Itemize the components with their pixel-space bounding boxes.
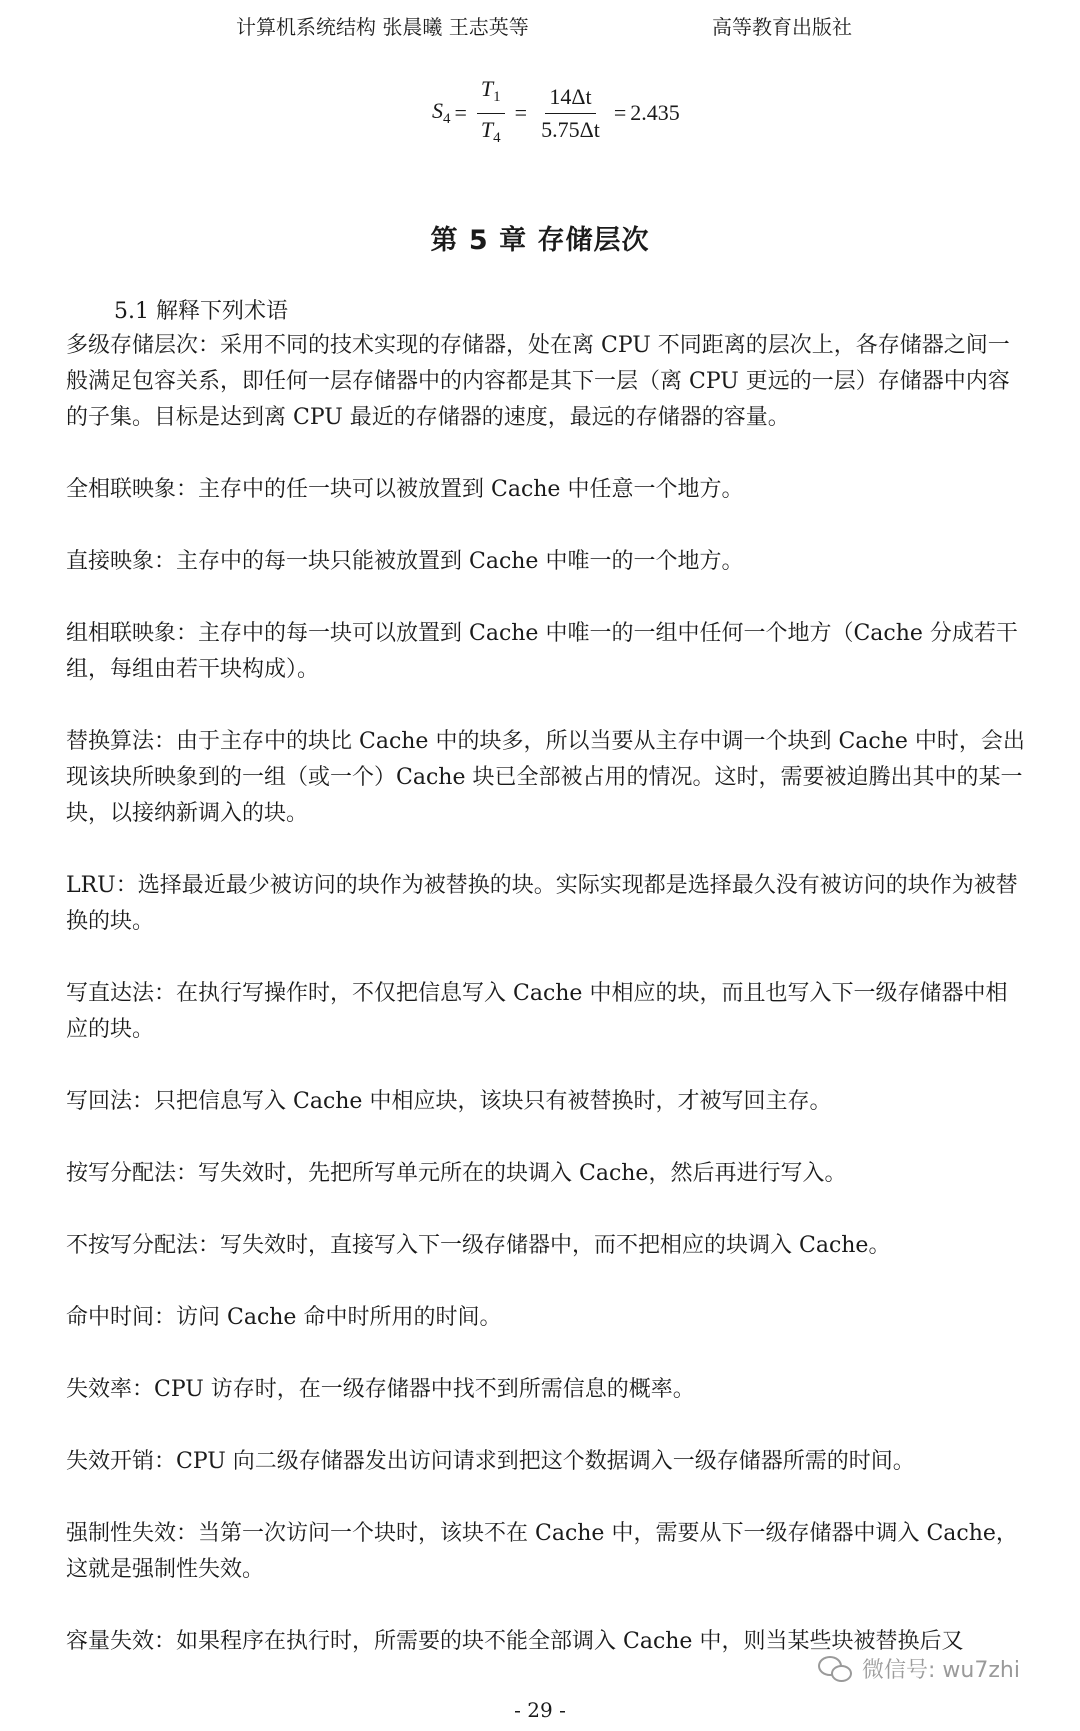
term-paragraph: 按写分配法：写失效时，先把所写单元所在的块调入 Cache，然后再进行写入。 xyxy=(66,1161,847,1186)
term-paragraph: 替换算法：由于主存中的块比 Cache 中的块多，所以当要从主存中调一个块到 Cache 中时，会出现该块所映象到的一组（或一个）Cache 块已全部被占用的情况。这时，需要被迫腾出其中的某一块，以接纳新调入的块。 xyxy=(66,729,1025,826)
page-header xyxy=(0,12,1080,42)
term-paragraph: 失效开销：CPU 向二级存储器发出访问请求到把这个数据调入一级存储器所需的时间。 xyxy=(66,1449,915,1474)
term-paragraph: 多级存储层次：采用不同的技术实现的存储器，处在离 CPU 不同距离的层次上，各存储器之间一般满足包容关系，即任何一层存储器中的内容都是其下一层（离 CPU 更远的一层）存储器中内容的子集。目标是达到离 CPU 最近的存储器的速度，最远的存储器的容量。 xyxy=(66,333,1010,430)
header-publisher: 高等教育出版社 xyxy=(712,15,852,39)
term-paragraph: 不按写分配法：写失效时，直接写入下一级存储器中，而不把相应的块调入 Cache。 xyxy=(66,1233,891,1258)
wechat-icon xyxy=(818,1654,852,1682)
term-paragraph: 直接映象：主存中的每一块只能被放置到 Cache 中唯一的一个地方。 xyxy=(66,549,744,574)
term-paragraph: 组相联映象：主存中的每一块可以放置到 Cache 中唯一的一组中任何一个地方（Cache 分成若干组，每组由若干块构成）。 xyxy=(66,621,1018,682)
term-paragraph: 全相联映象：主存中的任一块可以被放置到 Cache 中任意一个地方。 xyxy=(66,477,744,502)
page-number: - 29 - xyxy=(514,1698,566,1722)
term-paragraph: 容量失效：如果程序在执行时，所需要的块不能全部调入 Cache 中，则当某些块被替换后又 xyxy=(66,1629,964,1654)
formula-result: 2.435 xyxy=(630,100,680,125)
term-paragraph: 命中时间：访问 Cache 命中时所用的时间。 xyxy=(66,1305,502,1330)
chapter-title: 第 5 章 存储层次 xyxy=(430,225,650,256)
term-paragraph: 写回法：只把信息写入 Cache 中相应块，该块只有被替换时，才被写回主存。 xyxy=(66,1089,832,1114)
term-paragraph: 失效率：CPU 访存时，在一级存储器中找不到所需信息的概率。 xyxy=(66,1377,695,1402)
formula-value-ratio: $\frac{14\Delta t}{5.75\Delta t}$ xyxy=(541,83,600,142)
term-paragraph: 强制性失效：当第一次访问一个块时，该块不在 Cache 中，需要从下一级存储器中调入 Cache，这就是强制性失效。 xyxy=(66,1521,1018,1582)
wechat-watermark xyxy=(818,1648,1020,1688)
formula-t-ratio: $\frac{T_1}{T_4}$ xyxy=(477,75,505,152)
formula-lhs: $S_4$ xyxy=(432,98,451,127)
page-body xyxy=(66,296,1026,1696)
term-paragraph: LRU：选择最近最少被访问的块作为被替换的块。实际实现都是选择最久没有被访问的块作为被替换的块。 xyxy=(66,873,1018,934)
term-paragraph: 写直达法：在执行写操作时，不仅把信息写入 Cache 中相应的块，而且也写入下一级存储器中相应的块。 xyxy=(66,981,1008,1042)
header-book-info: 计算机系统结构 张晨曦 王志英等 xyxy=(236,15,529,39)
watermark-text: 微信号: wu7zhi xyxy=(862,1657,1020,1683)
section-heading: 5.1 解释下列术语 xyxy=(114,299,288,324)
speedup-formula: $S_4$ = $\frac{T_1}{T_4}$ = $\frac{14\Delta t}{5.75\Delta t}$ = 2.435 xyxy=(432,78,680,148)
